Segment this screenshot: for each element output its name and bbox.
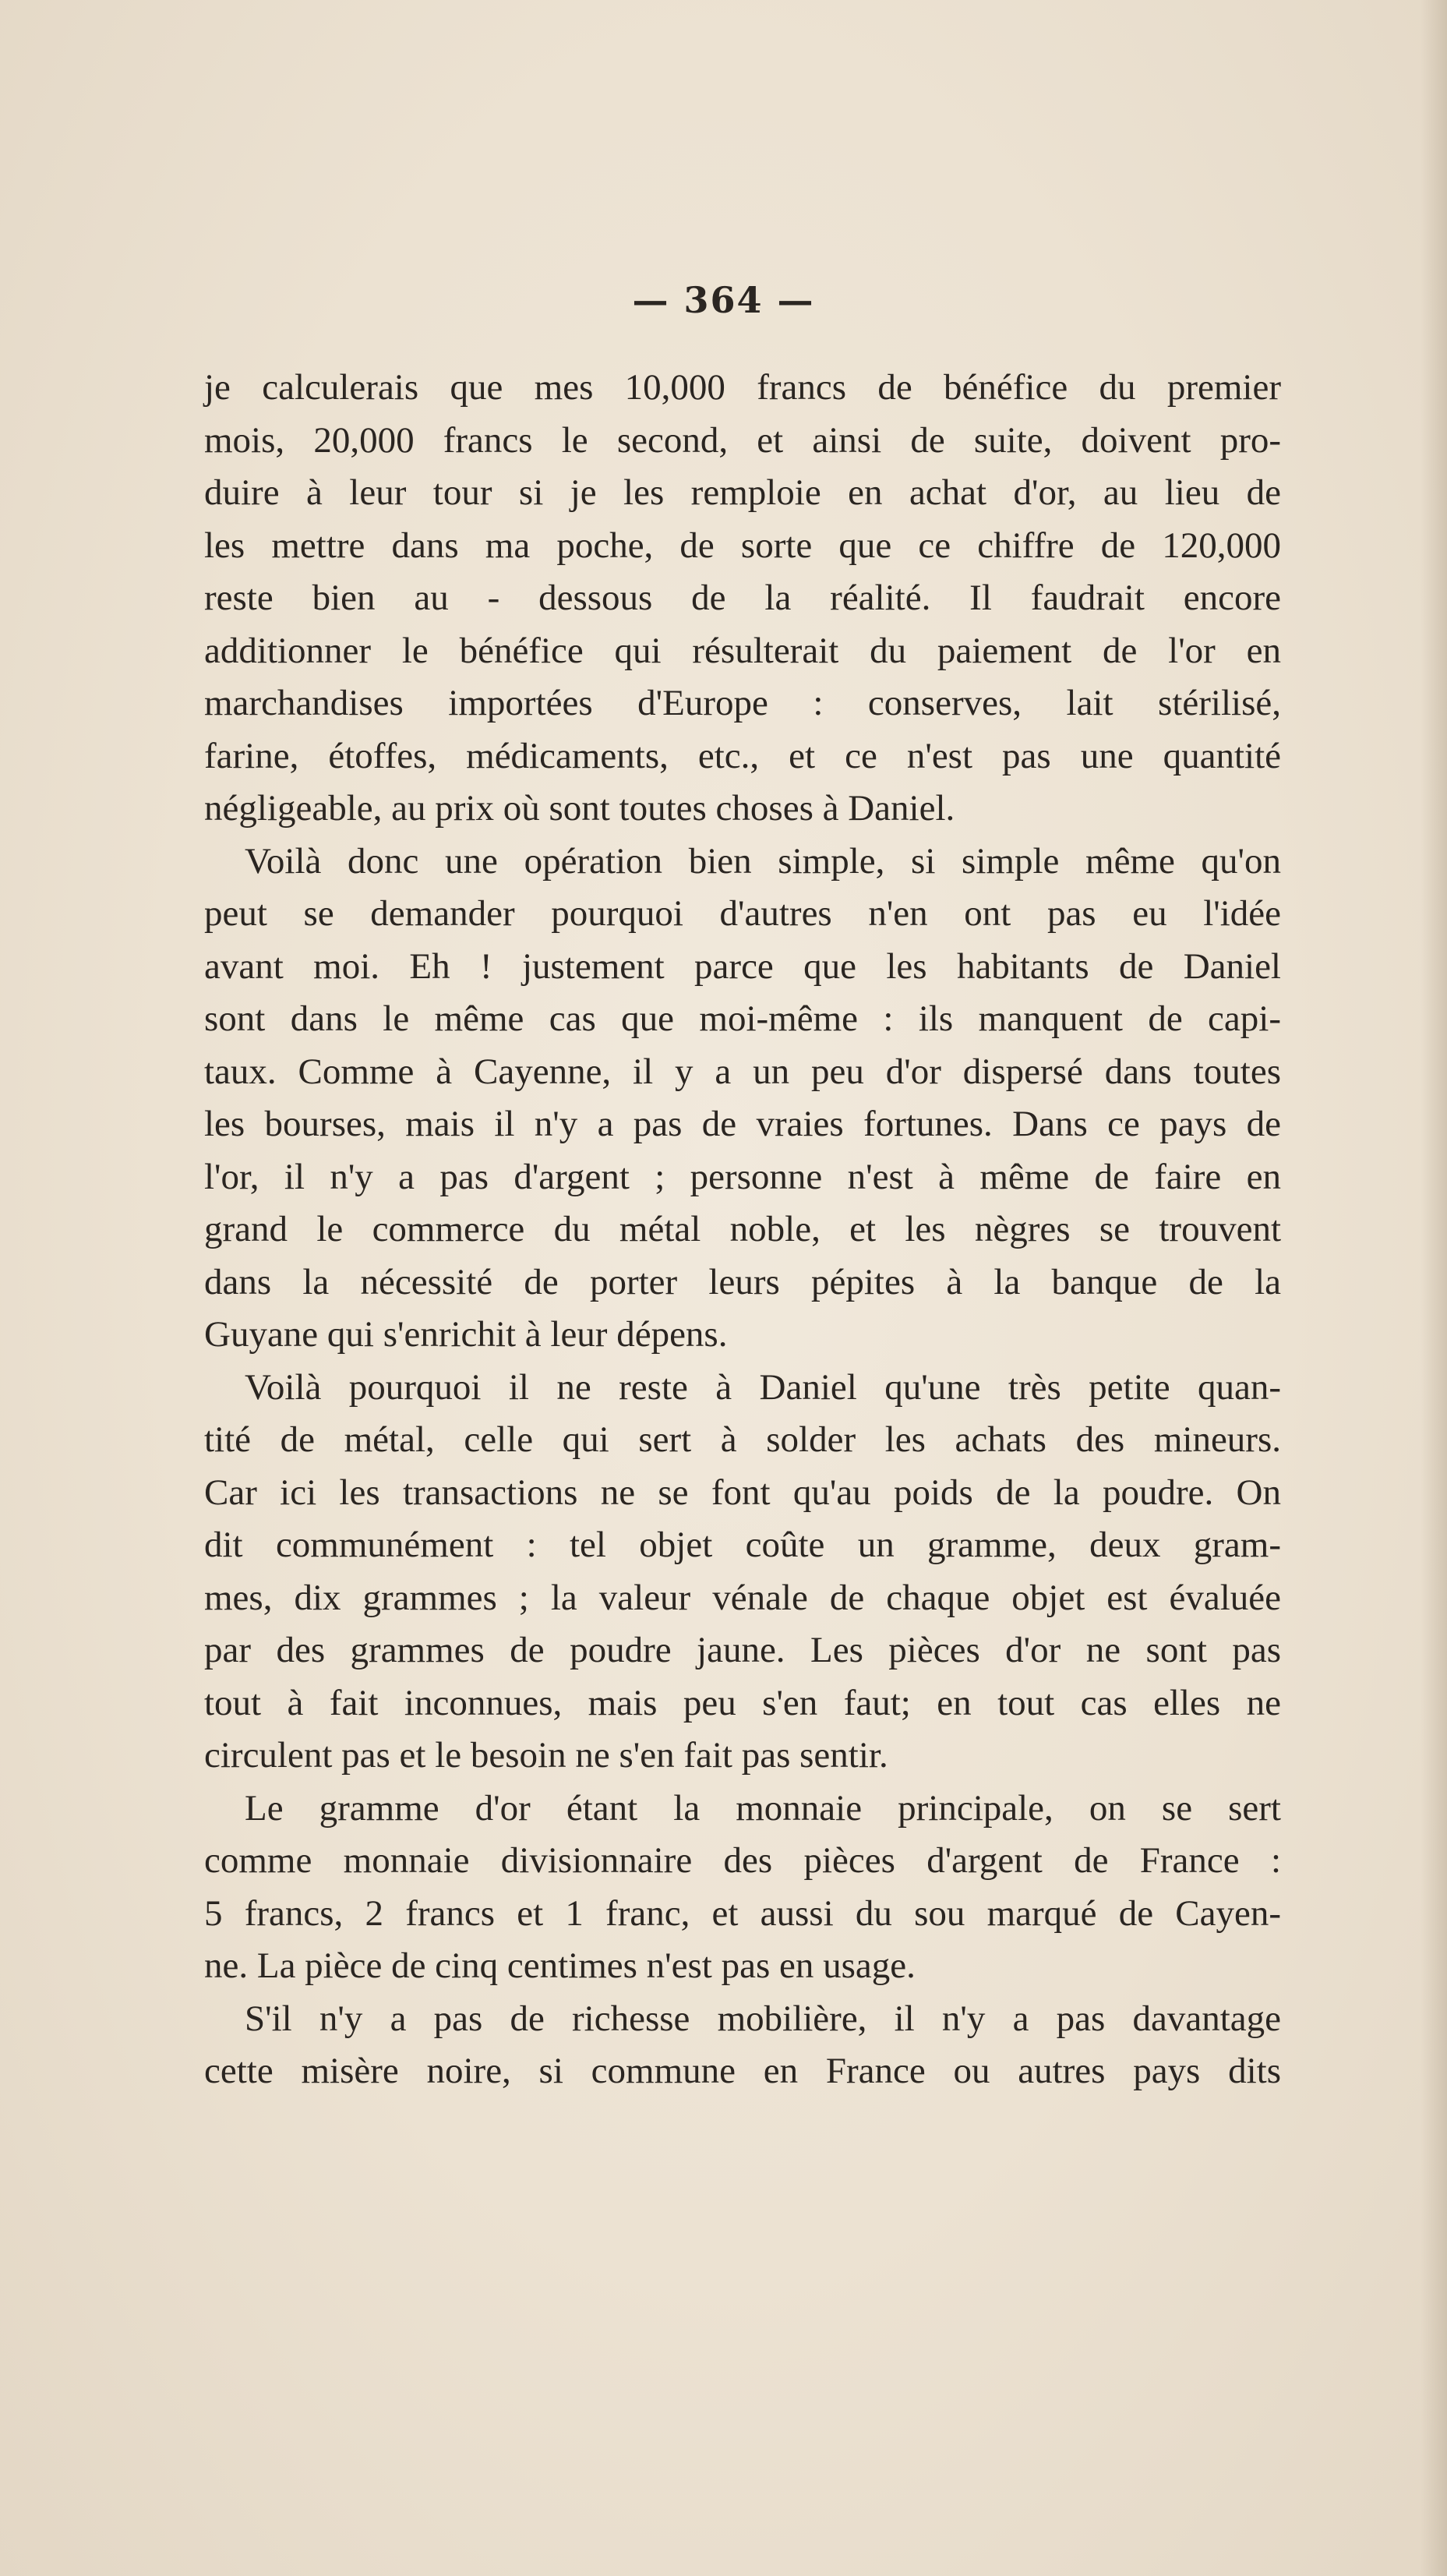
text-line: mes, dix grammes ; la valeur vénale de chaque objet est évaluée [204,1577,1281,1618]
text-line: Le gramme d'or étant la monnaie principale, on se sert [245,1787,1281,1829]
text-line: Voilà pourquoi il ne reste à Daniel qu'une très petite quan- [245,1366,1281,1408]
paragraph-2 [204,836,1281,1362]
text-line: duire à leur tour si je les remploie en achat d'or, au lieu de [204,472,1281,513]
text-line: grand le commerce du métal noble, et les nègres se trouvent [204,1209,1281,1249]
text-line: reste bien au - dessous de la réalité. Il faudrait encore [204,578,1281,618]
page-edge-shadow [1421,0,1447,2576]
text-line: taux. Comme à Cayenne, il y a un peu d'or dispersé dans toutes [204,1051,1281,1092]
text-line: par des grammes de poudre jaune. Les pièces d'or ne sont pas [204,1630,1281,1670]
text-line: dit communément : tel objet coûte un gramme, deux gram- [204,1525,1281,1565]
text-line: sont dans le même cas que moi-même : ils manquent de capi- [204,998,1281,1039]
text-line: Voilà donc une opération bien simple, si simple même qu'on [245,840,1281,882]
text-line: je calculerais que mes 10,000 francs de bénéfice du premier [204,367,1281,408]
text-line: comme monnaie divisionnaire des pièces d'argent de France : [204,1840,1281,1881]
text-line: cette misère noire, si commune en France ou autres pays dits [204,2051,1281,2091]
text-line: négligeable, au prix où sont toutes choses à Daniel. [204,788,955,829]
paragraph-4 [204,1783,1281,1993]
paragraph-5 [204,1993,1281,2098]
text-line: S'il n'y a pas de richesse mobilière, il n'y a pas davantage [245,1998,1281,2039]
text-line: tité de métal, celle qui sert à solder les achats des mineurs. [204,1419,1281,1460]
text-line: 5 francs, 2 francs et 1 franc, et aussi du sou marqué de Cayen- [204,1892,1281,1934]
page-number: — 364 — [632,279,815,321]
text-line: Car ici les transactions ne se font qu'au poids de la poudre. On [204,1472,1281,1513]
text-line: farine, étoffes, médicaments, etc., et ce n'est pas une quantité [204,735,1281,776]
body-text [204,362,1281,2098]
text-line: ne. La pièce de cinq centimes n'est pas en usage. [204,1945,916,1986]
paragraph-3 [204,1362,1281,1783]
text-line: Guyane qui s'enrichit à leur dépens. [204,1314,728,1355]
text-line: tout à fait inconnues, mais peu s'en faut; en tout cas elles ne [204,1682,1281,1723]
text-line: circulent pas et le besoin ne s'en fait pas sentir. [204,1735,888,1776]
text-line: avant moi. Eh ! justement parce que les habitants de Daniel [204,945,1281,987]
text-line: marchandises importées d'Europe : conserves, lait stérilisé, [204,683,1281,723]
text-line: peut se demander pourquoi d'autres n'en ont pas eu l'idée [204,893,1281,934]
text-line: additionner le bénéfice qui résulterait du paiement de l'or en [204,630,1281,671]
text-line: l'or, il n'y a pas d'argent ; personne n'est à même de faire en [204,1156,1281,1197]
text-line: mois, 20,000 francs le second, et ainsi de suite, doivent pro- [204,419,1281,461]
paragraph-1 [204,362,1281,836]
text-line: les bourses, mais il n'y a pas de vraies fortunes. Dans ce pays de [204,1104,1281,1144]
text-line: dans la nécessité de porter leurs pépites à la banque de la [204,1261,1281,1302]
text-line: les mettre dans ma poche, de sorte que ce chiffre de 120,000 [204,525,1281,566]
